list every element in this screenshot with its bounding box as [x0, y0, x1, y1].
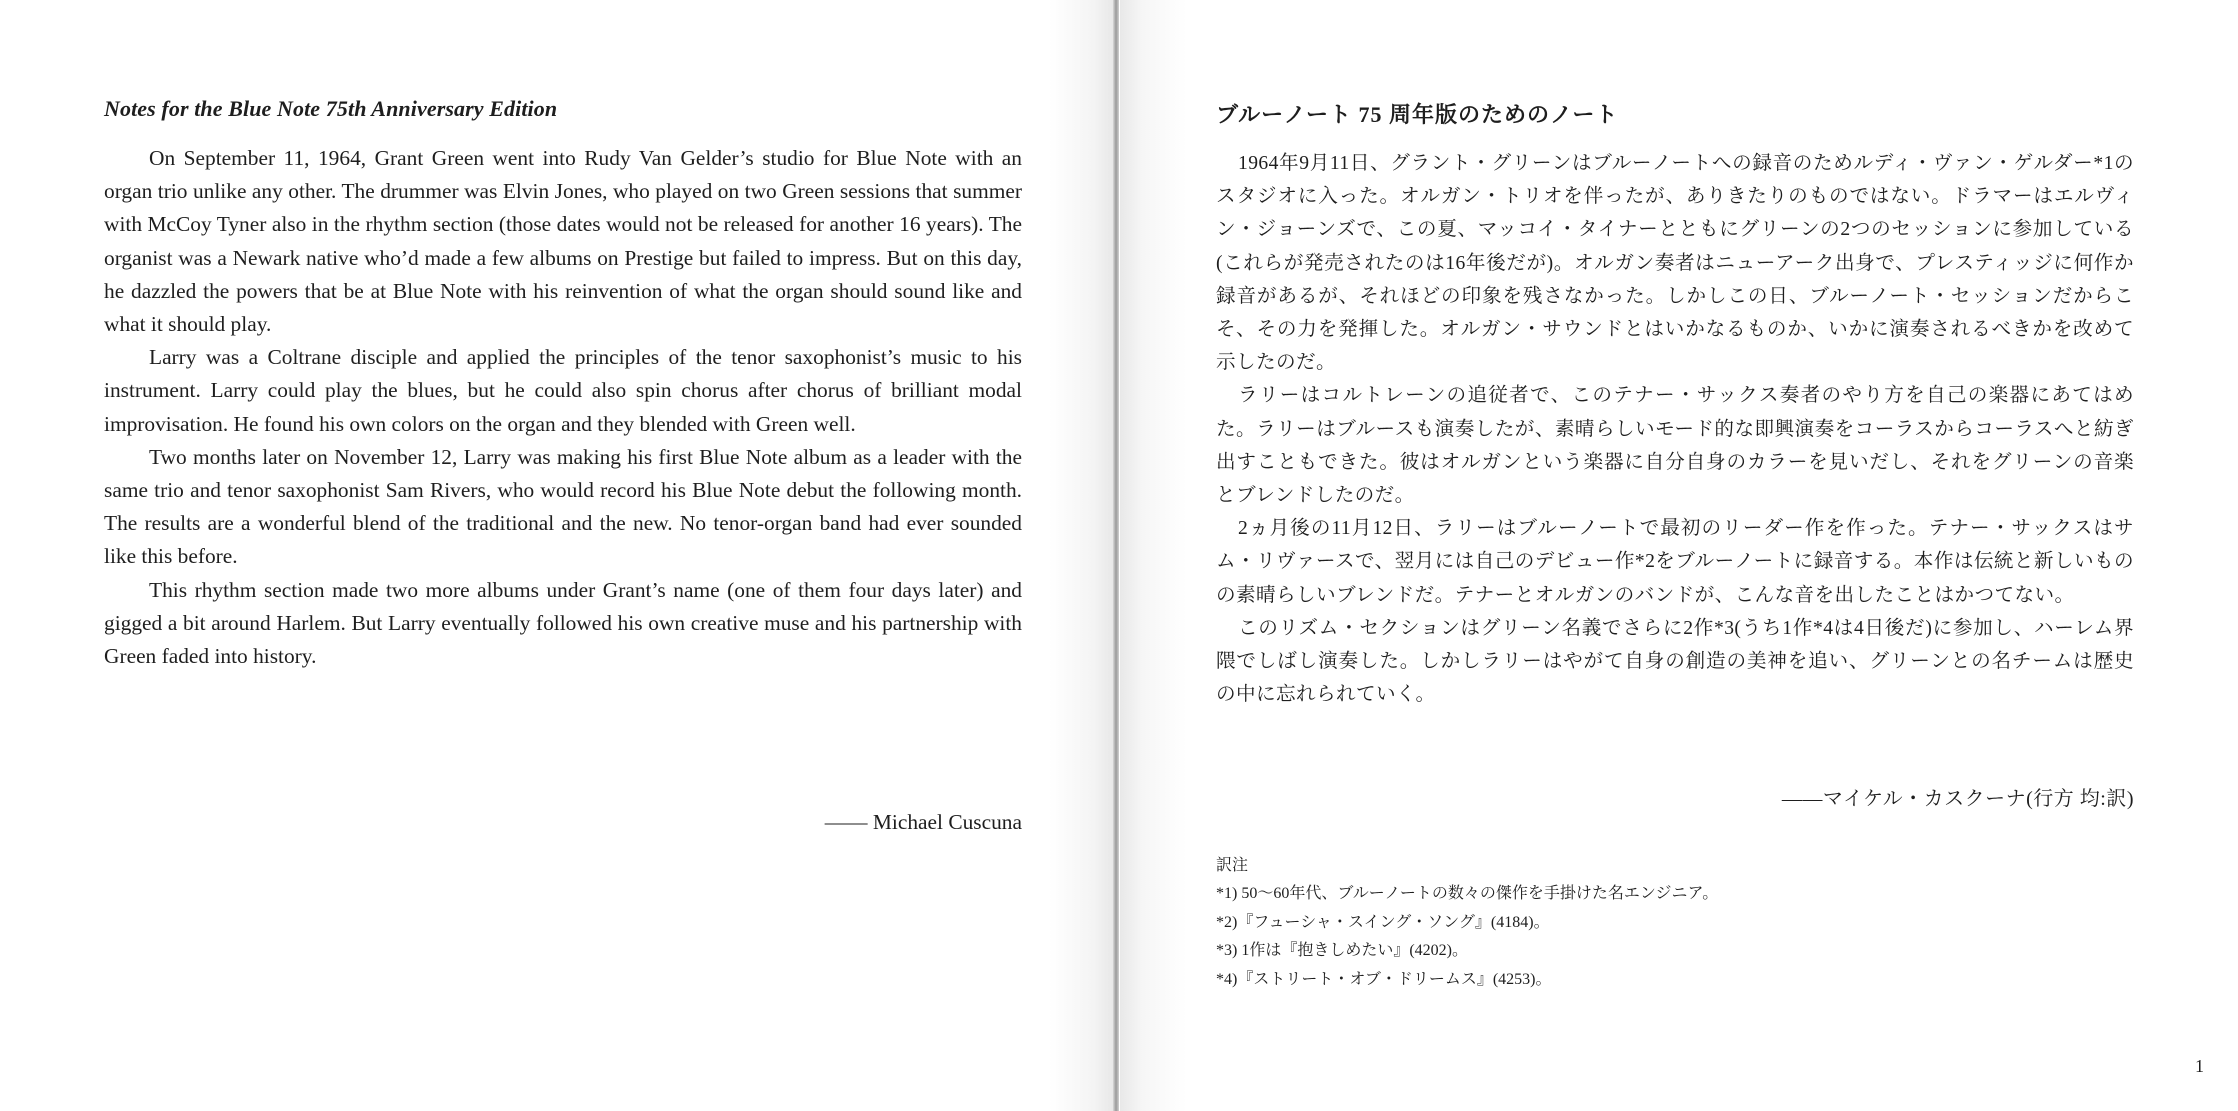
- translator-note-3: *3) 1作は『抱きしめたい』(4202)。: [1216, 942, 1468, 960]
- english-paragraph-4: This rhythm section made two more albums under Grant’s name (one of them four days later) and gigged a bit around Harlem. But Larry eventually followed his own creative muse and his partnership with Green faded into history.: [104, 577, 1022, 669]
- japanese-notes-title: ブルーノート 75 周年版のためのノート: [1216, 102, 1619, 127]
- japanese-paragraph-2: ラリーはコルトレーンの追従者で、このテナー・サックス奏者のやり方を自己の楽器にあてはめた。ラリーはブルースも演奏したが、素晴らしいモード的な即興演奏をコーラスからコーラスへと紡ぎ出すこともできた。彼はオルガンという楽器に自分自身のカラーを見いだし、それをグリーンの音楽とブレンドしたのだ。: [1216, 385, 2134, 507]
- translator-note-2: *2)『フューシャ・スイング・ソング』(4184)。: [1216, 913, 1550, 931]
- page-number: 1: [2195, 1056, 2204, 1076]
- japanese-paragraph-3: 2ヵ月後の11月12日、ラリーはブルーノートで最初のリーダー作を作った。テナー・サックスはサム・リヴァースで、翌月には自己のデビュー作*2をブルーノートに録音する。本作は伝統と新しいものの素晴らしいブレンドだ。テナーとオルガンのバンドが、こんな音を出したことはかつてない。: [1216, 518, 2134, 606]
- japanese-signature: ——マイケル・カスクーナ(行方 均:訳): [1781, 788, 2134, 810]
- english-signature: —— Michael Cuscuna: [824, 810, 1022, 834]
- japanese-paragraph-1: 1964年9月11日、グラント・グリーンはブルーノートへの録音のためルディ・ヴァン・ゲルダー*1のスタジオに入った。オルガン・トリオを伴ったが、ありきたりのものではない。ドラマーはエルヴィン・ジョーンズで、この夏、マッコイ・タイナーとともにグリーンの2つのセッションに参加している(これらが発売されたのは16年後だが)。オルガン奏者はニューアーク出身で、プレスティッジに何作か録音があるが、それほどの印象を残さなかった。しかしこの日、ブルーノート・セッションだからこそ、その力を発揮した。オルガン・サウンドとはいかなるものか、いかに演奏されるべきかを改めて示したのだ。: [1216, 153, 2134, 374]
- english-paragraph-3: Two months later on November 12, Larry was making his first Blue Note album as a leader with the same trio and tenor saxophonist Sam Rivers, who would record his Blue Note debut the following month. The results are a wonderful blend of the traditional and the new. No tenor-organ band had ever sounded like this before.: [104, 444, 1022, 569]
- translator-notes-heading: 訳注: [1216, 857, 1249, 874]
- translator-notes: [1216, 852, 1916, 994]
- english-paragraph-1: On September 11, 1964, Grant Green went into Rudy Van Gelder’s studio for Blue Note with an organ trio unlike any other. The drummer was Elvin Jones, who played on two Green sessions that summer with McCoy Tyner also in the rhythm section (those dates would not be released for another 16 years). The organist was a Newark native who’d made a few albums on Prestige but failed to impress. But on this day, he dazzled the powers that be at Blue Note with his reinvention of what the organ should sound like and what it should play.: [104, 146, 1022, 337]
- japanese-paragraph-4: このリズム・セクションはグリーン名義でさらに2作*3(うち1作*4は4日後だ)に参加し、ハーレム界隈でしばし演奏した。しかしラリーはやがて自身の創造の美神を追い、グリーンとの名チームは歴史の中に忘れられていく。: [1216, 617, 2134, 706]
- english-notes: [104, 96, 1022, 673]
- right-page: [1120, 0, 2238, 1111]
- left-page: [0, 0, 1116, 1111]
- translator-note-1: *1) 50〜60年代、ブルーノートの数々の傑作を手掛けた名エンジニア。: [1216, 885, 1719, 903]
- english-paragraph-2: Larry was a Coltrane disciple and applied the principles of the tenor saxophonist’s music to his instrument. Larry could play the blues, but he could also spin chorus after chorus of brilliant modal improvisation. He found his own colors on the organ and they blended with Green well.: [104, 345, 1022, 436]
- english-notes-title: Notes for the Blue Note 75th Anniversary Edition: [104, 96, 558, 121]
- translator-note-4: *4)『ストリート・オブ・ドリームス』(4253)。: [1216, 970, 1552, 988]
- book-spine: [1113, 0, 1119, 1111]
- japanese-notes: [1216, 98, 2134, 711]
